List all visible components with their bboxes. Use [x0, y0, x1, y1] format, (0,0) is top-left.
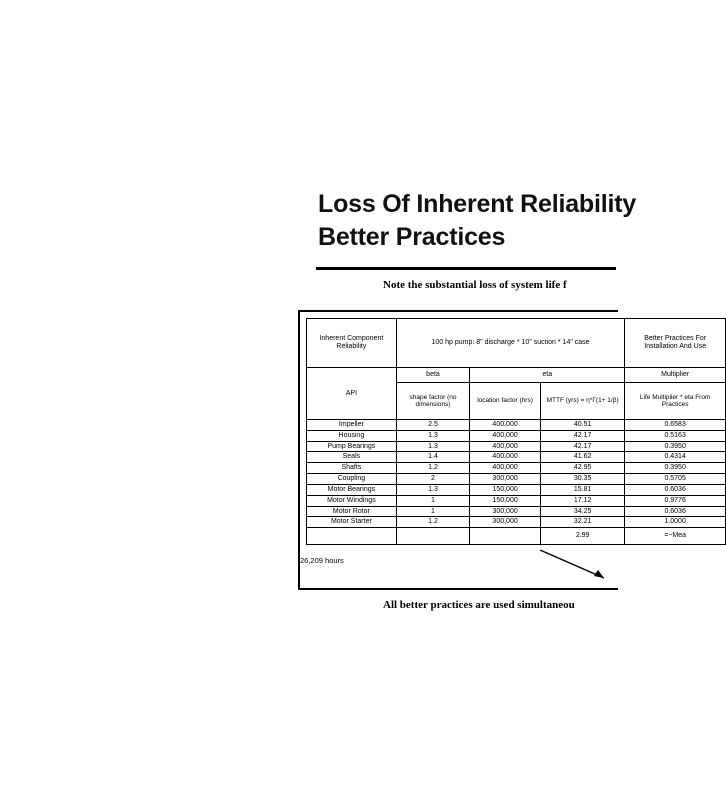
summary-mttf-value: 2.99 [540, 528, 624, 545]
header-life-multiplier: Life Multiplier * eta From Practices [625, 383, 726, 420]
table-summary-row [307, 528, 726, 545]
cell-mttf: 42.17 [540, 441, 624, 452]
header-api: API [307, 368, 397, 420]
header-inherent-component-reliability: Inherent Component Reliability [307, 319, 397, 368]
row-label: Coupling [307, 474, 397, 485]
caption-above-table: Note the substantial loss of system life f [383, 279, 567, 291]
cell-eta: 400,000 [470, 463, 541, 474]
cell-multiplier: 1.0000 [625, 517, 726, 528]
hours-label: hours [325, 556, 344, 565]
header-mttf: MTTF (yrs) = η*Γ(1+ 1/β) [540, 383, 624, 420]
cell-beta: 1.4 [396, 452, 469, 463]
title-line-1: Loss Of Inherent Reliability [318, 190, 637, 218]
row-label: Motor Starter [307, 517, 397, 528]
summary-blank-2 [396, 528, 469, 545]
header-pump-spec: 100 hp pump: 8" discharge * 10" suction * 14" case [396, 319, 625, 368]
row-label: Pump Bearings [307, 441, 397, 452]
header-better-practices: Better Practices For Installation And Use [625, 319, 726, 368]
cell-multiplier: 0.5705 [625, 474, 726, 485]
row-label: Impeller [307, 420, 397, 431]
cell-multiplier: 0.3950 [625, 463, 726, 474]
row-label: Motor Bearings [307, 484, 397, 495]
cell-multiplier: 0.9776 [625, 495, 726, 506]
cell-multiplier: 0.6583 [625, 420, 726, 431]
cell-eta: 300,000 [470, 517, 541, 528]
cell-multiplier: 0.3950 [625, 441, 726, 452]
cell-multiplier: 0.6036 [625, 506, 726, 517]
cell-beta: 1.3 [396, 441, 469, 452]
cell-mttf: 17.12 [540, 495, 624, 506]
cell-mttf: 42.17 [540, 430, 624, 441]
cell-beta: 2 [396, 474, 469, 485]
row-label: Housing [307, 430, 397, 441]
table-row [307, 474, 726, 485]
cell-multiplier: 0.5163 [625, 430, 726, 441]
title-underline-rule [316, 267, 616, 270]
cell-beta: 2.5 [396, 420, 469, 431]
cell-beta: 1.2 [396, 517, 469, 528]
cell-mttf: 15.81 [540, 484, 624, 495]
row-label: Motor Rotor [307, 506, 397, 517]
table-row [307, 452, 726, 463]
header-eta: eta [470, 368, 625, 383]
cell-mttf: 42.95 [540, 463, 624, 474]
cell-eta: 300,000 [470, 506, 541, 517]
cell-multiplier: 0.4314 [625, 452, 726, 463]
table-row [307, 484, 726, 495]
header-beta: beta [396, 368, 469, 383]
cell-eta: 400,000 [470, 430, 541, 441]
summary-note: =~Mea [625, 528, 726, 545]
cell-eta: 400,000 [470, 452, 541, 463]
title-line-2: Better Practices [318, 223, 506, 251]
table-row [307, 420, 726, 431]
cell-eta: 400,000 [470, 441, 541, 452]
cell-mttf: 40.51 [540, 420, 624, 431]
table-row [307, 463, 726, 474]
row-label: Motor Windings [307, 495, 397, 506]
table-row [307, 441, 726, 452]
table-row [307, 495, 726, 506]
header-shape-factor: shape factor (no dimensions) [396, 383, 469, 420]
cell-beta: 1 [396, 506, 469, 517]
cell-mttf: 41.62 [540, 452, 624, 463]
scan-top-margin [0, 0, 616, 34]
row-label: Seals [307, 452, 397, 463]
cell-mttf: 30.35 [540, 474, 624, 485]
header-location-factor: location factor (hrs) [470, 383, 541, 420]
cell-beta: 1 [396, 495, 469, 506]
cell-mttf: 34.25 [540, 506, 624, 517]
summary-blank-3 [470, 528, 541, 545]
table-row [307, 430, 726, 441]
cell-eta: 300,000 [470, 474, 541, 485]
cell-beta: 1.3 [396, 430, 469, 441]
row-label: Shafts [307, 463, 397, 474]
cell-eta: 400,000 [470, 420, 541, 431]
cell-mttf: 32.21 [540, 517, 624, 528]
cell-beta: 1.3 [396, 484, 469, 495]
slide-title [318, 188, 648, 254]
callout-arrow-icon [540, 548, 612, 584]
cell-eta: 150,000 [470, 484, 541, 495]
table-row [307, 506, 726, 517]
hours-value: 26,209 [300, 556, 323, 565]
cell-multiplier: 0.6036 [625, 484, 726, 495]
cell-beta: 1.2 [396, 463, 469, 474]
table-row [307, 517, 726, 528]
reliability-table [306, 318, 726, 545]
table-header-row-2 [307, 368, 726, 383]
cell-eta: 150,000 [470, 495, 541, 506]
table-header-row-1 [307, 319, 726, 368]
total-hours-line [300, 556, 344, 565]
caption-below-table: All better practices are used simultaneou [383, 599, 575, 611]
header-multiplier: Multiplier [625, 368, 726, 383]
summary-blank-1 [307, 528, 397, 545]
